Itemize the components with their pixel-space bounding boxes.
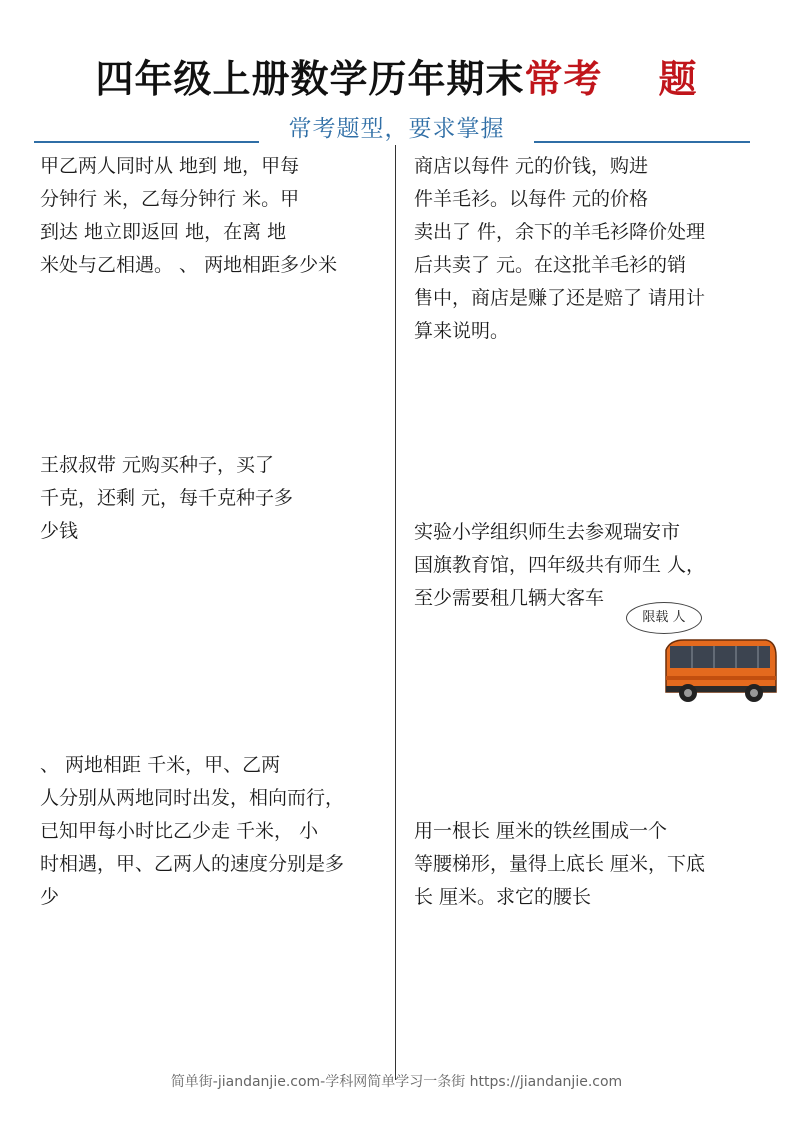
question-6 bbox=[414, 815, 705, 914]
question-5-line: 至少需要租几辆大客车 bbox=[414, 587, 605, 609]
question-1-line: 米处与乙相遇。 、 两地相距多少米 bbox=[40, 254, 338, 276]
question-1-line: 到达 地立即返回 地，在离 地 bbox=[40, 221, 287, 243]
speech-bubble-icon: 限载 人 bbox=[626, 602, 702, 634]
question-4-line: 后共卖了 元。在这批羊毛衫的销 bbox=[414, 254, 687, 276]
question-1-line: 甲乙两人同时从 地到 地，甲每 bbox=[40, 155, 300, 177]
question-3-line: 人分别从两地同时出发，相向而行， bbox=[40, 787, 345, 809]
question-2 bbox=[40, 449, 293, 548]
question-3-line: 已知甲每小时比乙少走 千米， 小 bbox=[40, 820, 319, 842]
question-5 bbox=[414, 516, 705, 615]
question-2-line: 少钱 bbox=[40, 520, 79, 542]
title-red-2: 题 bbox=[658, 57, 698, 101]
question-2-line: 王叔叔带 元购买种子，买了 bbox=[40, 454, 275, 476]
question-1 bbox=[40, 150, 337, 282]
question-4-line: 售中，商店是赚了还是赔了 请用计 bbox=[414, 287, 706, 309]
title-black: 四年级上册数学历年期末 bbox=[95, 57, 525, 101]
question-4-line: 商店以每件 元的价钱，购进 bbox=[414, 155, 649, 177]
question-6-line: 用一根长 厘米的铁丝围成一个 bbox=[414, 820, 668, 842]
page-subtitle: 常考题型，要求掌握 bbox=[288, 116, 505, 142]
question-4-line: 件羊毛衫。以每件 元的价格 bbox=[414, 188, 649, 210]
question-2-line: 千克，还剩 元，每千克种子多 bbox=[40, 487, 294, 509]
page-footer: 简单街-jiandanjie.com-学科网简单学习一条街 https://jiandanjie.com bbox=[170, 1074, 623, 1090]
question-5-line: 国旗教育馆，四年级共有师生 人， bbox=[414, 554, 706, 576]
question-6-line: 等腰梯形，量得上底长 厘米，下底 bbox=[414, 853, 706, 875]
question-4-line: 卖出了 件，余下的羊毛衫降价处理 bbox=[414, 221, 706, 243]
page-title bbox=[0, 48, 793, 103]
question-4-line: 算来说明。 bbox=[414, 320, 510, 342]
question-1-line: 分钟行 米，乙每分钟行 米。甲 bbox=[40, 188, 300, 210]
question-3 bbox=[40, 749, 344, 914]
question-6-line: 长 厘米。求它的腰长 bbox=[414, 886, 592, 908]
title-red-1: 常考 bbox=[524, 57, 603, 101]
question-3-line: 、 两地相距 千米，甲、乙两 bbox=[40, 754, 281, 776]
question-3-line: 少 bbox=[40, 886, 60, 908]
question-5-line: 实验小学组织师生去参观瑞安市 bbox=[414, 521, 681, 543]
question-4 bbox=[414, 150, 705, 348]
column-divider bbox=[395, 145, 396, 1080]
question-3-line: 时相遇，甲、乙两人的速度分别是多 bbox=[40, 853, 345, 875]
bus-icon bbox=[662, 636, 780, 704]
